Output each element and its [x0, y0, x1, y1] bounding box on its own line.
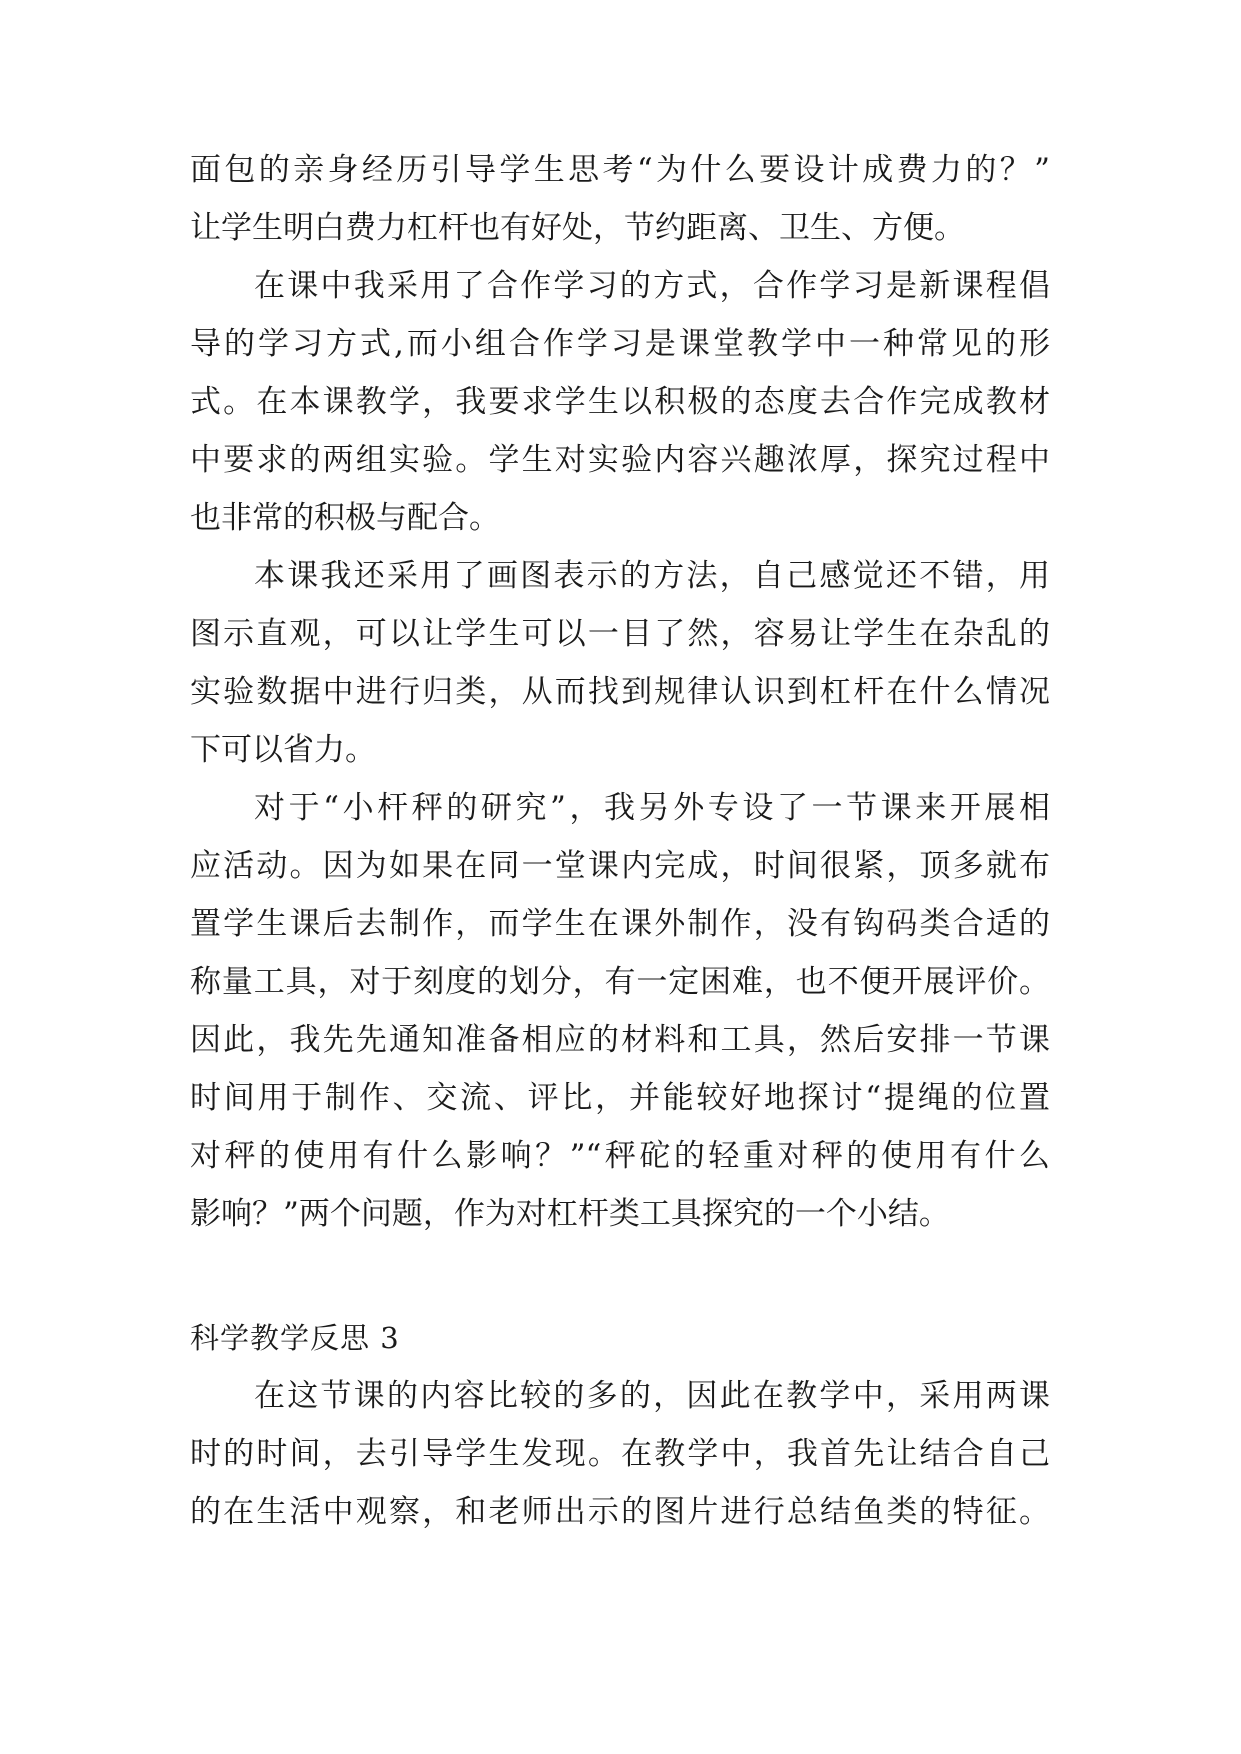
text-line: 图示直观，可以让学生可以一目了然，容易让学生在杂乱的: [190, 616, 1050, 652]
text-line: 下可以省力。: [190, 732, 376, 768]
text-line: 置学生课后去制作，而学生在课外制作，没有钩码类合适的: [190, 906, 1050, 942]
text-line: 时的时间，去引导学生发现。在教学中，我首先让结合自己: [190, 1436, 1050, 1472]
text-line: 时间用于制作、交流、评比，并能较好地探讨“提绳的位置: [190, 1080, 1050, 1116]
text-line: 中要求的两组实验。学生对实验内容兴趣浓厚，探究过程中: [190, 442, 1050, 478]
text-line: 对于“小杆秤的研究”，我另外专设了一节课来开展相: [254, 790, 1050, 826]
text-line: 在课中我采用了合作学习的方式，合作学习是新课程倡: [254, 268, 1050, 304]
text-line: 在这节课的内容比较的多的，因此在教学中，采用两课: [254, 1378, 1050, 1414]
text-line: 让学生明白费力杠杆也有好处，节约距离、卫生、方便。: [190, 210, 965, 246]
text-line: 影响？”两个问题，作为对杠杆类工具探究的一个小结。: [190, 1196, 950, 1232]
text-line: 因此，我先先通知准备相应的材料和工具，然后安排一节课: [190, 1022, 1050, 1058]
text-line: 也非常的积极与配合。: [190, 500, 500, 536]
section-heading: 科学教学反思 3: [190, 1321, 400, 1355]
text-line: 导的学习方式,而小组合作学习是课堂教学中一种常见的形: [190, 326, 1050, 362]
text-line: 称量工具，对于刻度的划分，有一定困难，也不便开展评价。: [190, 964, 1050, 1000]
text-line: 应活动。因为如果在同一堂课内完成，时间很紧，顶多就布: [190, 848, 1050, 884]
text-line: 本课我还采用了画图表示的方法，自己感觉还不错，用: [254, 558, 1050, 594]
text-line: 对秤的使用有什么影响？”“秤砣的轻重对秤的使用有什么: [190, 1138, 1050, 1174]
text-line: 实验数据中进行归类，从而找到规律认识到杠杆在什么情况: [190, 674, 1050, 710]
text-line: 式。在本课教学，我要求学生以积极的态度去合作完成教材: [190, 384, 1050, 420]
text-line: 面包的亲身经历引导学生思考“为什么要设计成费力的？”: [190, 152, 1050, 188]
text-line: 的在生活中观察，和老师出示的图片进行总结鱼类的特征。: [190, 1494, 1050, 1530]
